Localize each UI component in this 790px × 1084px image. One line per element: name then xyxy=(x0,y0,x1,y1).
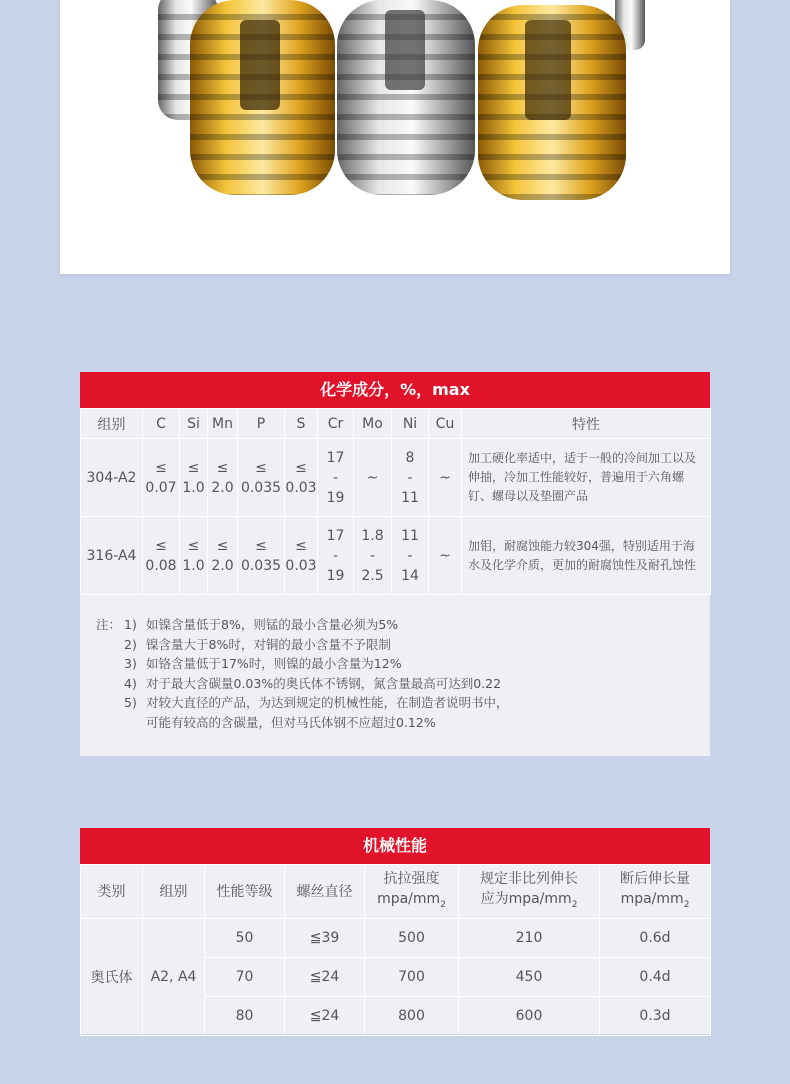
cell-p: ≤ 0.035 xyxy=(238,517,285,595)
cell-cr: 17 - 19 xyxy=(318,517,354,595)
cell-si: ≤ 1.0 xyxy=(180,517,208,595)
table-header-row xyxy=(81,409,711,439)
cell-elongation: 0.3d xyxy=(600,997,711,1036)
header-cu: Cu xyxy=(429,409,462,439)
note-item: 2) 镍含量大于8%时，对铜的最小含量不予限制 xyxy=(124,636,391,652)
cell-grade: 70 xyxy=(205,958,285,997)
cell-c: ≤ 0.07 xyxy=(143,439,180,517)
cell-elongation: 0.4d xyxy=(600,958,711,997)
cell-tensile: 500 xyxy=(365,919,459,958)
note-item: 5) 对较大直径的产品，为达到规定的机械性能，在制造者说明书中， xyxy=(124,695,509,710)
cell-yield: 210 xyxy=(459,919,600,958)
table-row xyxy=(81,439,711,517)
header-category: 类别 xyxy=(81,865,143,919)
cell-diameter: ≦39 xyxy=(285,919,365,958)
notes-section xyxy=(80,595,710,750)
header-elongation: 断后伸长量 mpa/$mm_2$ xyxy=(600,865,711,919)
table-row xyxy=(81,517,711,595)
row-group: 316-A4 xyxy=(81,517,143,595)
note-item: 注： 1) 如镍含量低于8%，则锰的最小含量必须为5% xyxy=(96,615,694,635)
header-p: P xyxy=(238,409,285,439)
chemical-composition-title: 化学成分，%，max xyxy=(80,372,710,408)
table-row xyxy=(81,919,711,958)
cell-yield: 600 xyxy=(459,997,600,1036)
note-continuation: 可能有较高的含碳量，但对马氏体钢不应超过0.12% xyxy=(146,714,436,730)
header-c: C xyxy=(143,409,180,439)
cell-cr: 17 - 19 xyxy=(318,439,354,517)
header-diameter: 螺丝直径 xyxy=(285,865,365,919)
header-group: 组别 xyxy=(81,409,143,439)
cell-mo: 1.8 - 2.5 xyxy=(354,517,392,595)
header-yield: 规定非比列伸长 应为mpa/$mm_2$ xyxy=(459,865,600,919)
cell-category: 奥氏体 xyxy=(81,919,143,1036)
cell-mo: ~ xyxy=(354,439,392,517)
notes-label: 注： xyxy=(96,617,122,632)
cell-grade: 80 xyxy=(205,997,285,1036)
cell-c: ≤ 0.08 xyxy=(143,517,180,595)
table-header-row xyxy=(81,865,711,919)
header-mo: Mo xyxy=(354,409,392,439)
header-property: 特性 xyxy=(462,409,711,439)
header-si: Si xyxy=(180,409,208,439)
header-group: 组别 xyxy=(143,865,205,919)
cell-mn: ≤ 2.0 xyxy=(208,517,238,595)
cell-ni: 11 - 14 xyxy=(392,517,429,595)
cell-mn: ≤ 2.0 xyxy=(208,439,238,517)
chemical-composition-panel xyxy=(80,372,710,756)
cell-diameter: ≦24 xyxy=(285,958,365,997)
cell-group: A2, A4 xyxy=(143,919,205,1036)
cell-tensile: 700 xyxy=(365,958,459,997)
chemical-composition-table xyxy=(80,408,711,595)
cell-diameter: ≦24 xyxy=(285,997,365,1036)
cell-elongation: 0.6d xyxy=(600,919,711,958)
cell-cu: ~ xyxy=(429,439,462,517)
threaded-inserts-image xyxy=(60,0,730,274)
header-tensile: 抗拉强度 mpa/$mm_2$ xyxy=(365,865,459,919)
cell-s: ≤ 0.03 xyxy=(285,517,318,595)
product-photo xyxy=(60,0,730,274)
cell-cu: ~ xyxy=(429,517,462,595)
cell-si: ≤ 1.0 xyxy=(180,439,208,517)
cell-tensile: 800 xyxy=(365,997,459,1036)
cell-grade: 50 xyxy=(205,919,285,958)
mechanical-properties-panel xyxy=(80,828,710,1034)
header-cr: Cr xyxy=(318,409,354,439)
cell-description: 加钼，耐腐蚀能力较304强，特别适用于海水及化学介质，更加的耐腐蚀性及耐孔蚀性 xyxy=(462,517,711,595)
mechanical-properties-title: 机械性能 xyxy=(80,828,710,864)
note-item: 3) 如铬含量低于17%时，则镍的最小含量为12% xyxy=(124,656,402,671)
cell-ni: 8 - 11 xyxy=(392,439,429,517)
note-item: 4) 对于最大含碳量0.03%的奥氏体不锈钢，氮含量最高可达到0.22 xyxy=(124,675,502,691)
header-s: S xyxy=(285,409,318,439)
cell-p: ≤ 0.035 xyxy=(238,439,285,517)
header-ni: Ni xyxy=(392,409,429,439)
cell-yield: 450 xyxy=(459,958,600,997)
cell-s: ≤ 0.03 xyxy=(285,439,318,517)
row-group: 304-A2 xyxy=(81,439,143,517)
mechanical-properties-table xyxy=(80,864,711,1036)
cell-description: 加工硬化率适中，适于一般的冷间加工以及伸抽，冷加工性能较好，普遍用于六角螺钉、螺母以及垫圈产品 xyxy=(462,439,711,517)
header-grade: 性能等级 xyxy=(205,865,285,919)
header-mn: Mn xyxy=(208,409,238,439)
